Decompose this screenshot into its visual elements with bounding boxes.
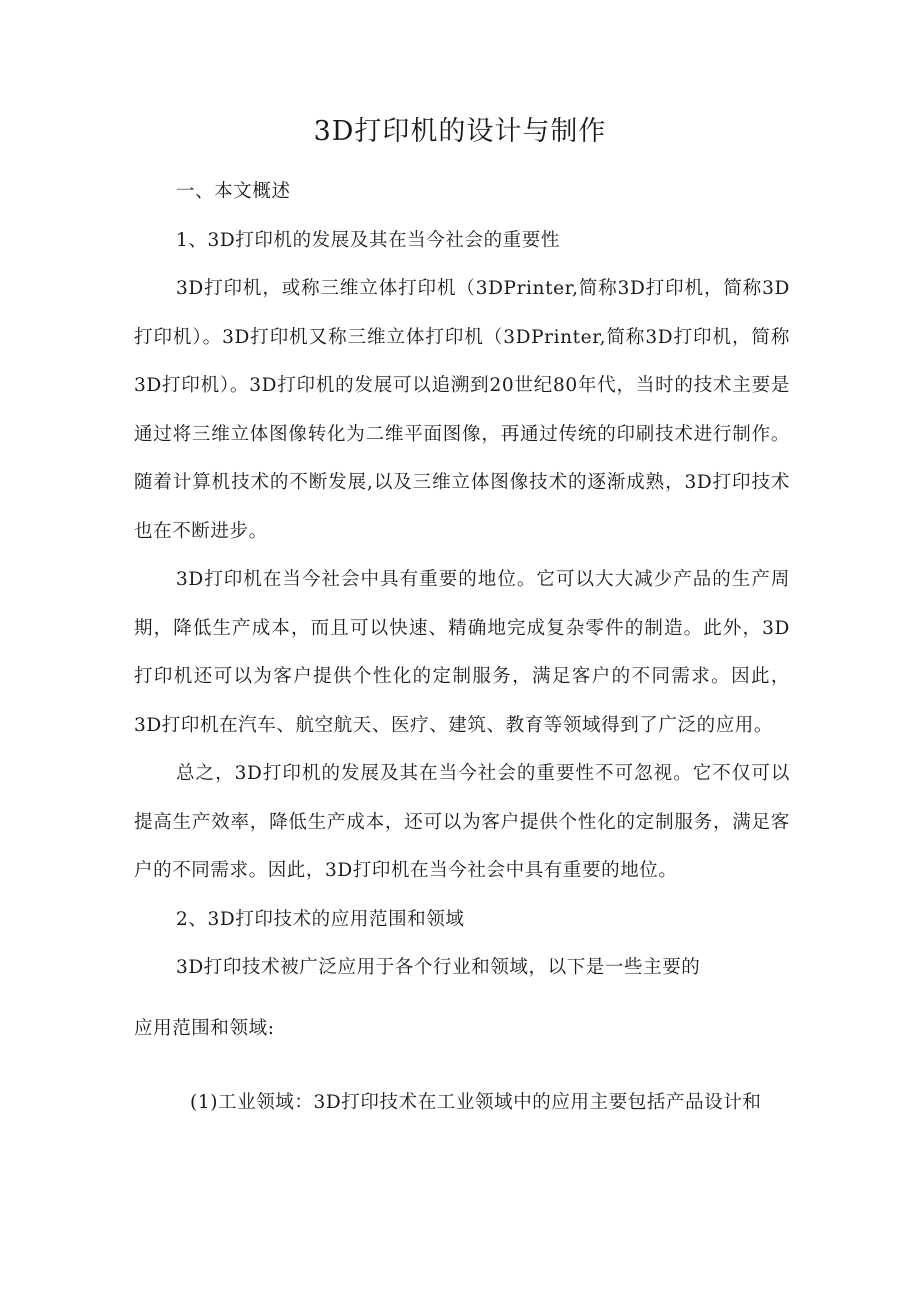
paragraph-applications-line2: 应用范围和领域:: [134, 1017, 275, 1039]
paragraph-summary: 总之，3D打印机的发展及其在当今社会的重要性不可忽视。它不仅可以提高生产效率，降低生产成本，还可以为客户提供个性化的定制服务，满足客户的不同需求。因此，3D打印机在当今社会中具有重要的地位。: [134, 763, 790, 881]
subsection-heading-1: 1、3D打印机的发展及其在当今社会的重要性: [176, 229, 560, 251]
paragraph-applications-line1: 3D打印技术被广泛应用于各个行业和领域，以下是一些主要的: [176, 957, 701, 978]
section-heading: 一、本文概述: [176, 181, 291, 202]
paragraph-importance: 3D打印机在当今社会中具有重要的地位。它可以大大减少产品的生产周期，降低生产成本，而且可以快速、精确地完成复杂零件的制造。此外，3D打印机还可以为客户提供个性化的定制服务，满足客户的不同需求。因此，3D打印机在汽车、航空航天、医疗、建筑、教育等领域得到了广泛的应用。: [134, 569, 790, 736]
document-title: 3D打印机的设计与制作: [313, 116, 607, 147]
paragraph-history: 3D打印机，或称三维立体打印机（3DPrinter,简称3D打印机，简称3D打印机）。3D打印机又称三维立体打印机（3DPrinter,简称3D打印机，简称3D打印机）。3D打印机的发展可以追溯到20世纪80年代，当时的技术主要是通过将三维立体图像转化为二维平面图像，再通过传统的印刷技术进行制作。随着计算机技术的不断发展,以及三维立体图像技术的逐渐成熟，3D打印技术也在不断进步。: [134, 278, 790, 542]
subsection-heading-2: 2、3D打印技术的应用范围和领域: [176, 908, 465, 930]
list-item-industry: (1)工业领域：3D打印技术在工业领域中的应用主要包括产品设计和: [190, 1092, 762, 1113]
document-body: [134, 168, 790, 1128]
